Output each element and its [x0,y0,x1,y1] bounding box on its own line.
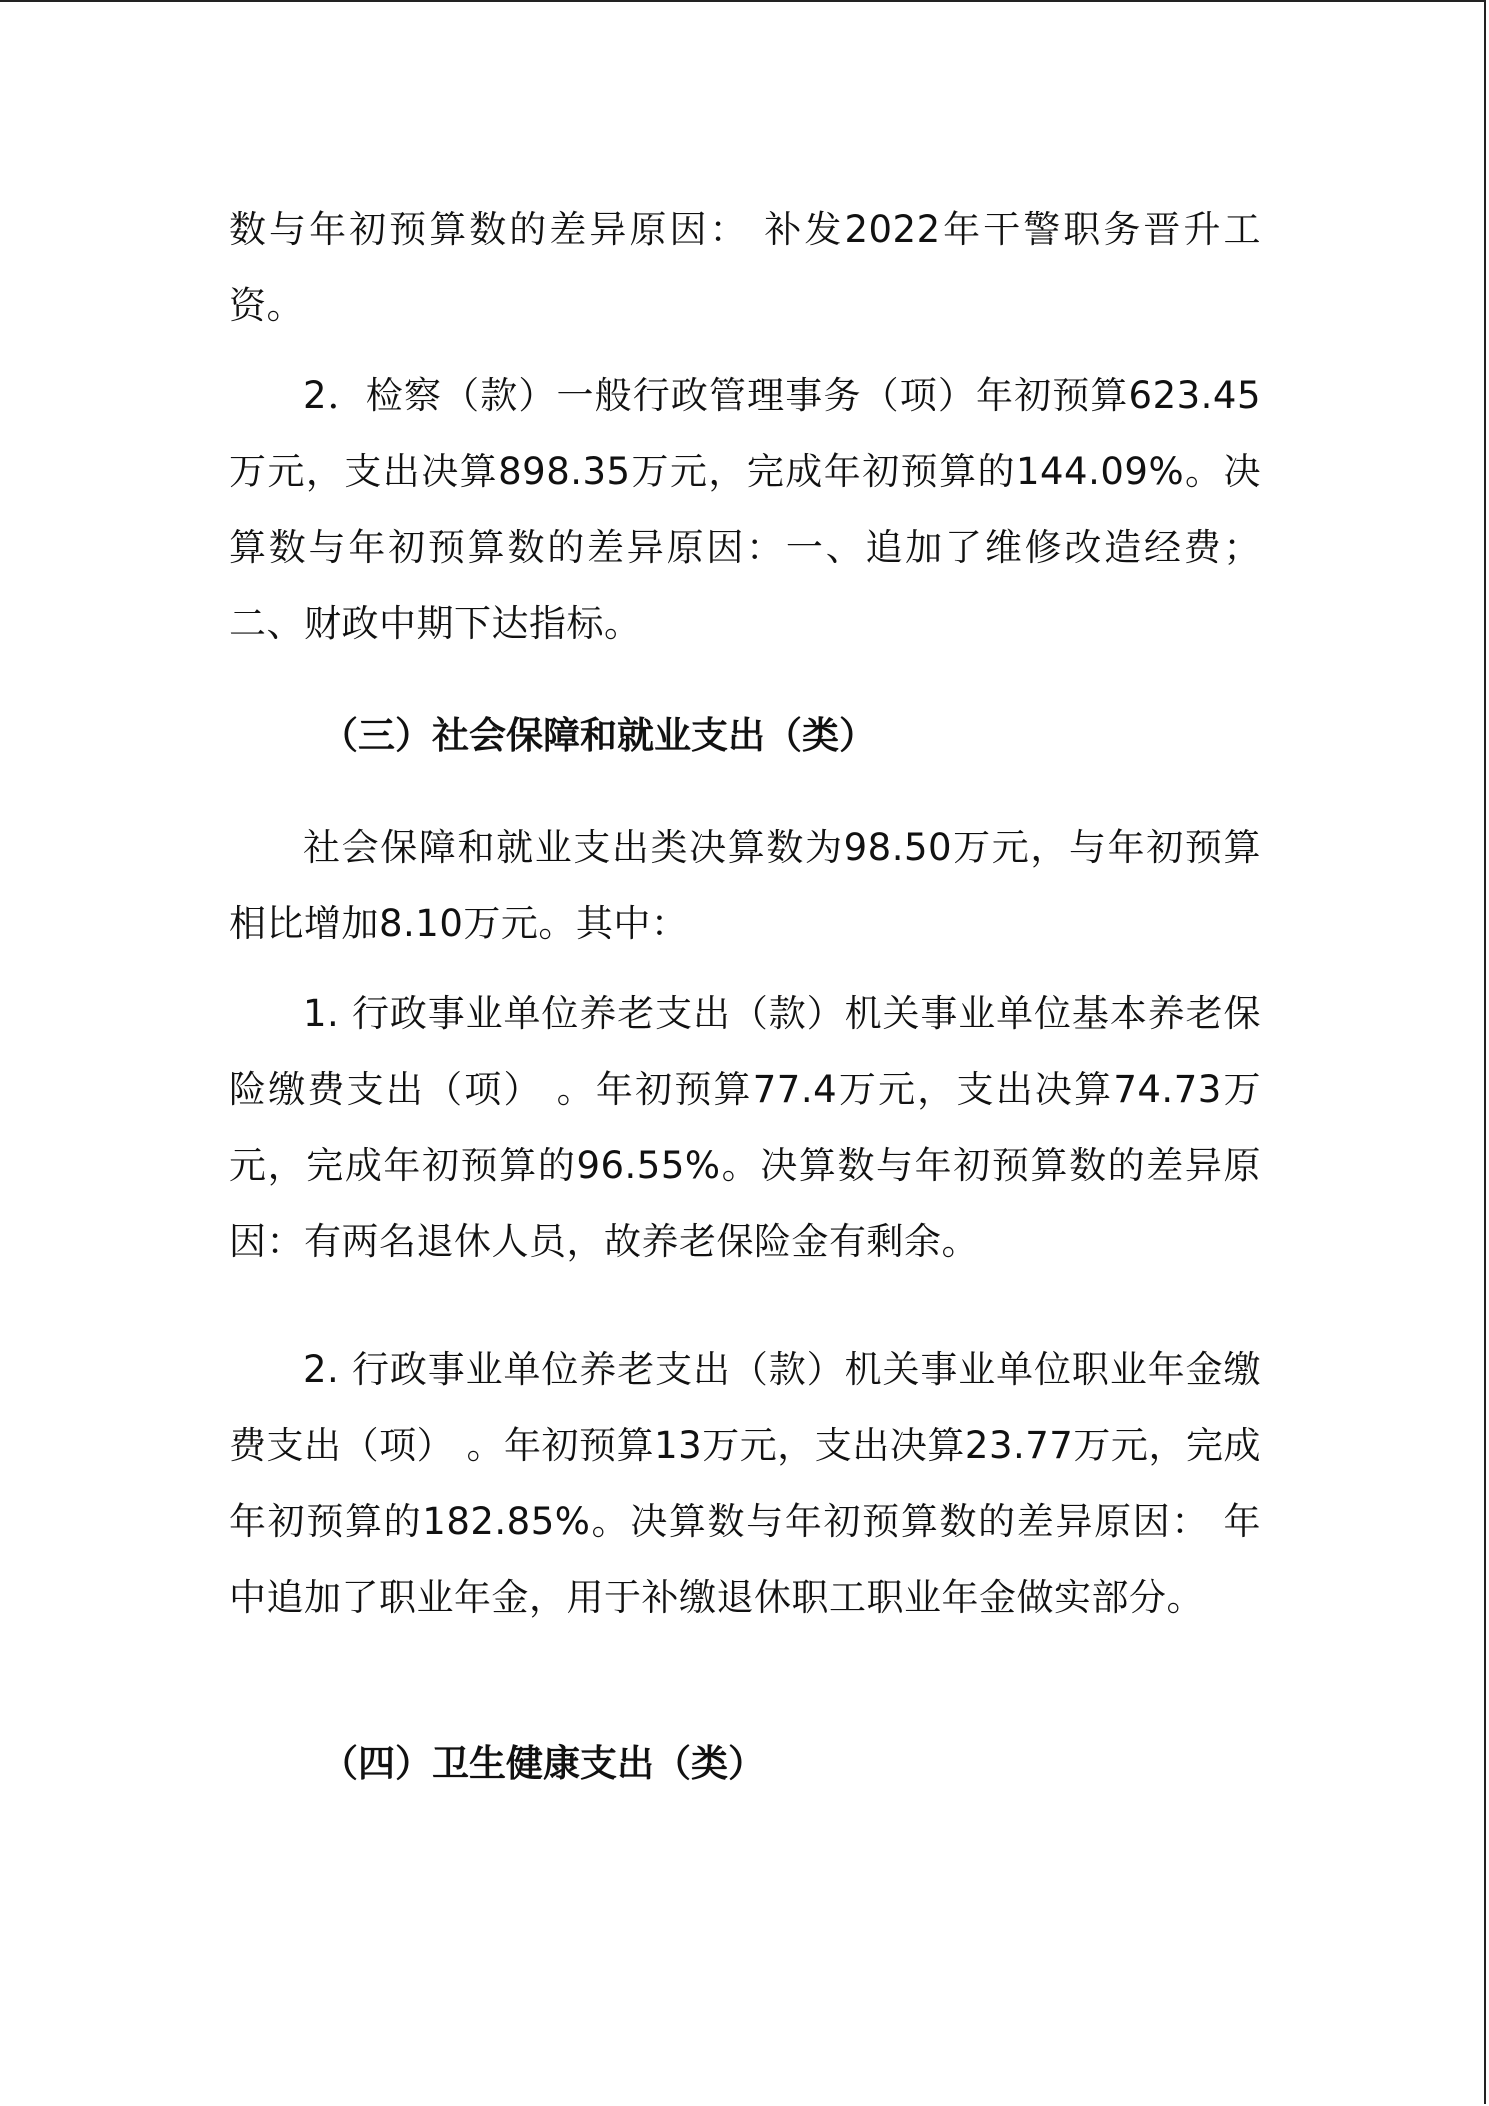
paragraph-social-security-summary: 社会保障和就业支出类决算数为98.50万元，与年初预算相比增加8.10万元。其中： [229,826,1261,945]
spacer [229,774,1261,810]
spacer [229,662,1261,698]
paragraph-occupational-annuity: 2. 行政事业单位养老支出（款）机关事业单位职业年金缴费支出（项） 。年初预算13万元，支出决算23.77万元，完成年初预算的182.85%。决算数与年初预算数的差异原因： 年中追加了职业年金，用于补缴退休职工职业年金做实部分。 [229,1348,1261,1619]
spacer [229,962,1261,976]
paragraph-salary-reason: 数与年初预算数的差异原因： 补发2022年干警职务晋升工资。 [229,208,1261,327]
document-body [229,192,1261,1802]
paragraph-procuratorate-admin: 2．检察（款）一般行政管理事务（项）年初预算623.45万元，支出决算898.35万元，完成年初预算的144.09%。决算数与年初预算数的差异原因：一、追加了维修改造经费；二、财政中期下达指标。 [229,374,1261,645]
spacer [229,1636,1261,1726]
spacer [229,1280,1261,1332]
spacer [229,344,1261,358]
section-heading-health: （四）卫生健康支出（类） [321,1742,765,1785]
paragraph-basic-pension: 1. 行政事业单位养老支出（款）机关事业单位基本养老保险缴费支出（项） 。年初预算77.4万元，支出决算74.73万元，完成年初预算的96.55%。决算数与年初预算数的差异原因：有两名退休人员，故养老保险金有剩余。 [229,992,1261,1263]
section-heading-social-security: （三）社会保障和就业支出（类） [321,714,876,757]
